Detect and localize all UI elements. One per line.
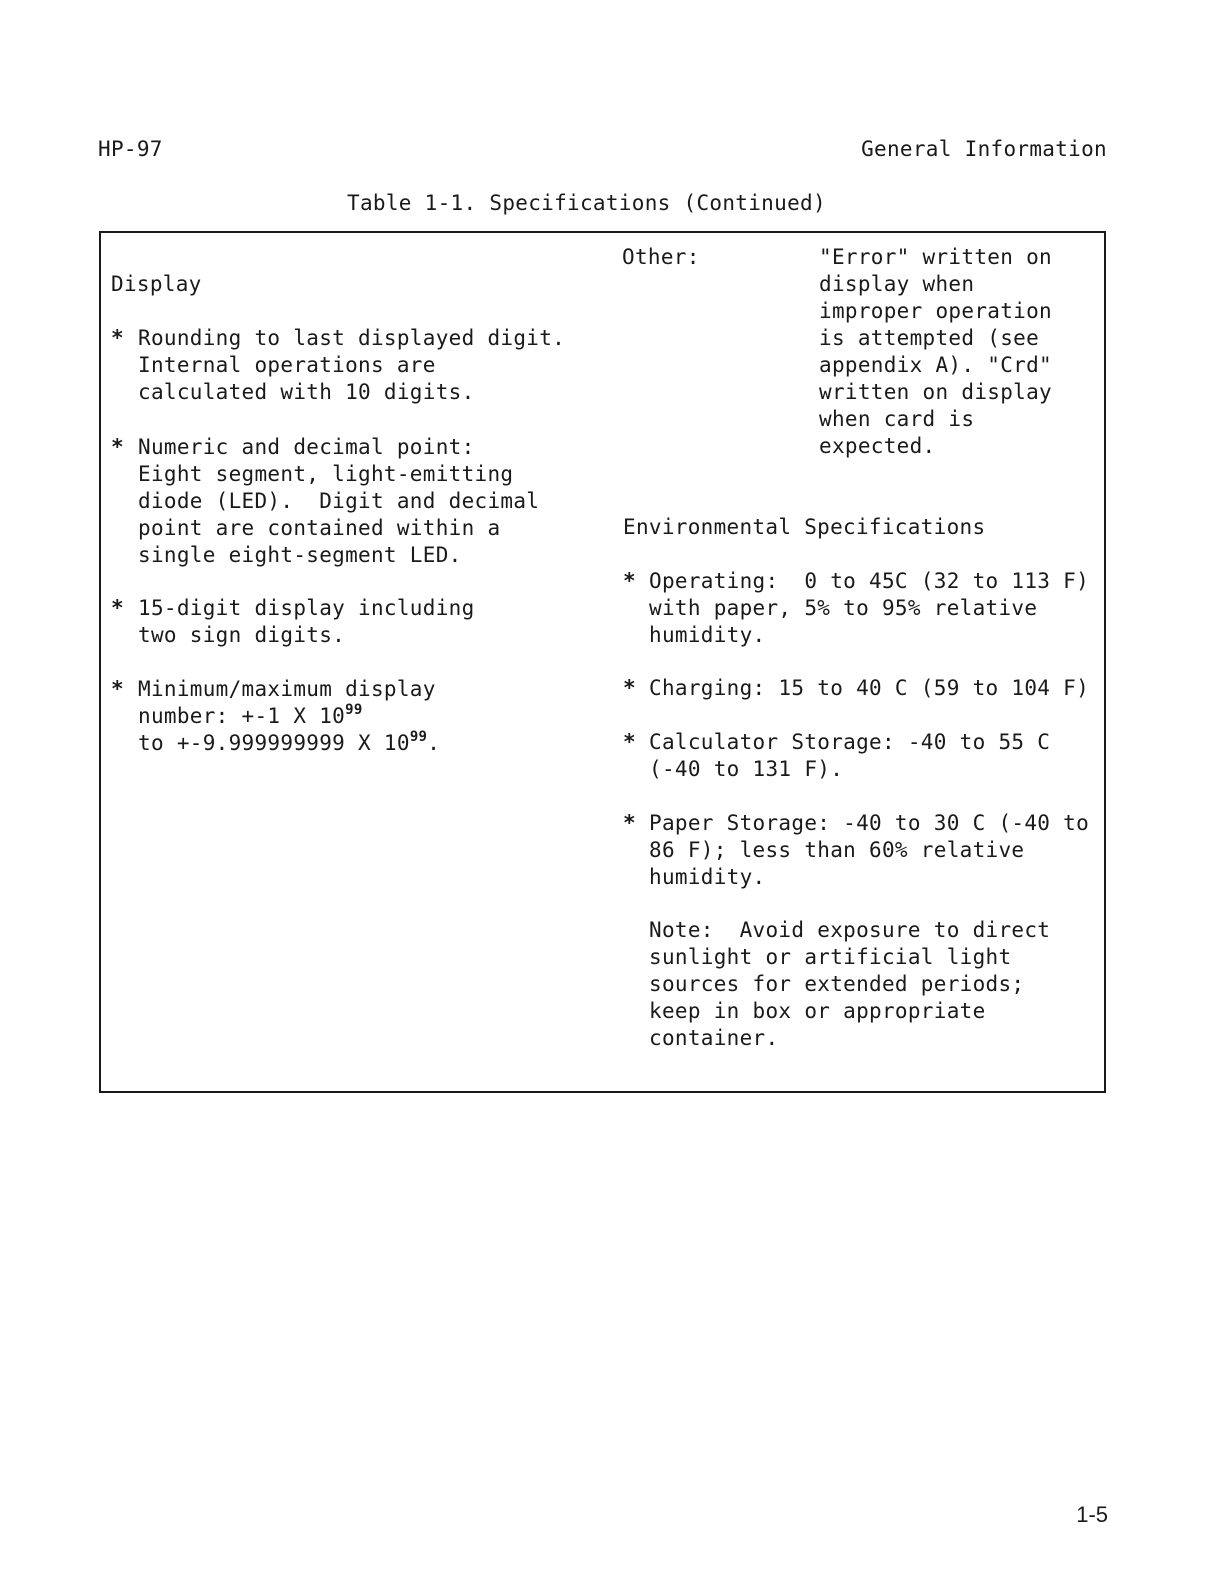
other-description: "Error" written on display when improper operation is attempted (see appendix A). "Crd" written on display when card is expected. bbox=[819, 245, 1052, 458]
bullet-marker: * bbox=[111, 435, 124, 459]
running-header-left: HP-97 bbox=[98, 137, 163, 161]
other-label: Other: bbox=[622, 245, 700, 269]
bullet-marker: * bbox=[623, 569, 636, 593]
bullet-marker: * bbox=[111, 326, 124, 350]
display-item-numeric: Numeric and decimal point: Eight segment, light-emitting diode (LED). Digit and decimal point are contained within a single eight-segment LED. bbox=[138, 435, 540, 567]
storage-note: Note: Avoid exposure to direct sunlight or artificial light sources for extended periods; keep in box or appropriate container. bbox=[649, 918, 1051, 1050]
table-title: Table 1-1. Specifications (Continued) bbox=[347, 191, 826, 215]
env-item-operating: Operating: 0 to 45C (32 to 113 F) with paper, 5% to 95% relative humidity. bbox=[649, 569, 1090, 647]
env-item-paper-storage: Paper Storage: -40 to 30 C (-40 to 86 F); less than 60% relative humidity. bbox=[649, 811, 1090, 889]
env-item-calculator-storage: Calculator Storage: -40 to 55 C (-40 to 131 F). bbox=[649, 730, 1051, 781]
page-number: 1-5 bbox=[1076, 1502, 1108, 1527]
bullet-marker: * bbox=[623, 730, 636, 754]
display-item-rounding: Rounding to last displayed digit. Internal operations are calculated with 10 digits. bbox=[138, 326, 566, 404]
bullet-marker: * bbox=[623, 811, 636, 835]
display-item-range: Minimum/maximum display number: +-1 X $10^{99}$ to +-9.999999999 X $10^{99}$. bbox=[138, 677, 441, 755]
bullet-marker: * bbox=[111, 677, 124, 701]
environmental-heading: Environmental Specifications bbox=[623, 515, 986, 539]
display-item-digits: 15-digit display including two sign digits. bbox=[138, 596, 475, 647]
running-header-right: General Information bbox=[861, 137, 1107, 161]
bullet-marker: * bbox=[111, 596, 124, 620]
display-heading: Display bbox=[111, 272, 202, 296]
bullet-marker: * bbox=[623, 676, 636, 700]
env-item-charging: Charging: 15 to 40 C (59 to 104 F) bbox=[649, 676, 1090, 700]
